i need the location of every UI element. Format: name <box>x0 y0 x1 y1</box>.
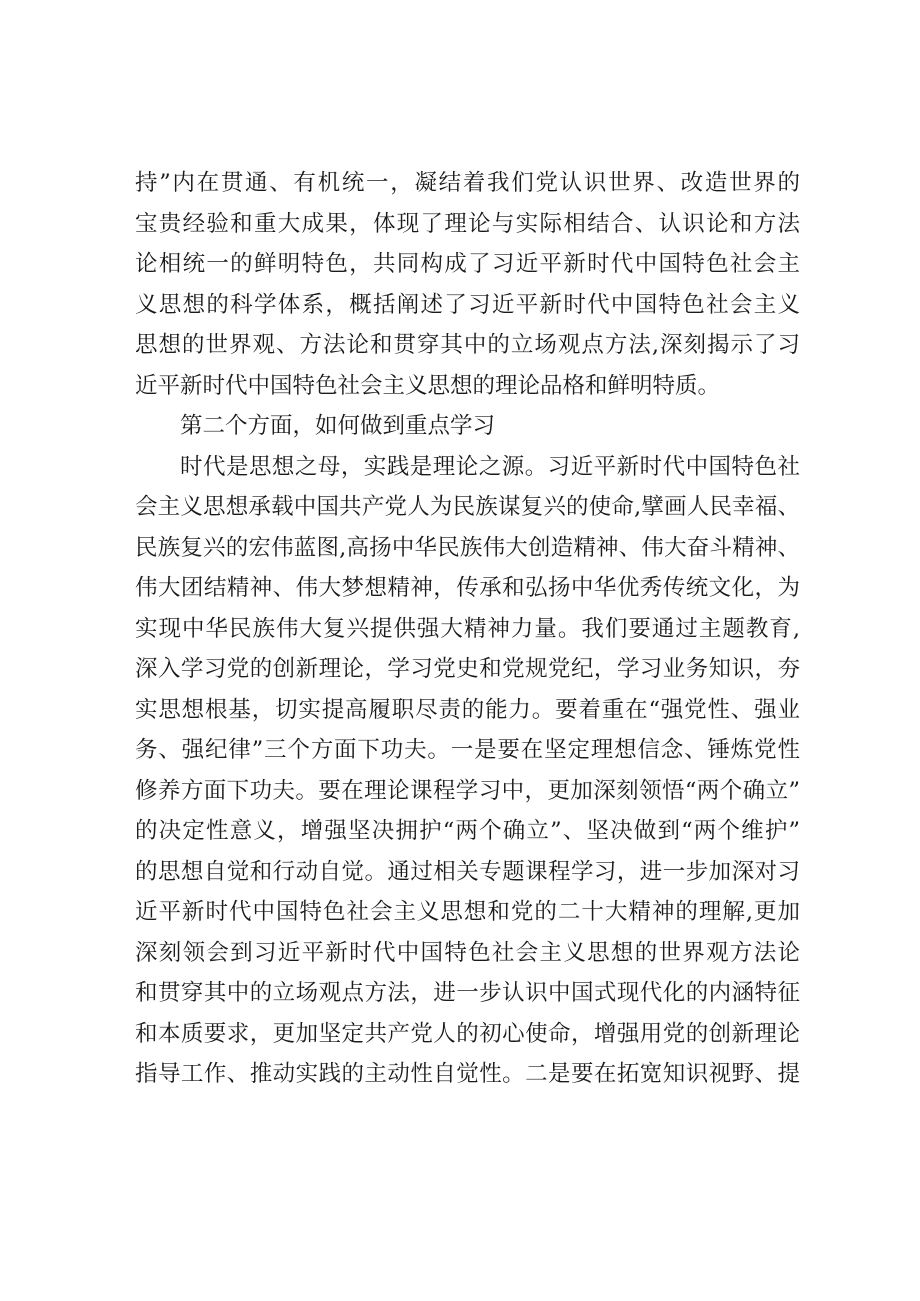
text-line: 民族复兴的宏伟蓝图,高扬中华民族伟大创造精神、伟大奋斗精神、 <box>135 534 800 561</box>
text-line: 思想的世界观、方法论和贯穿其中的立场观点方法,深刻揭示了习 <box>135 332 800 358</box>
text-line: 会主义思想承载中国共产党人为民族谋复兴的使命,擘画人民幸福、 <box>135 494 800 520</box>
text-line: 和贯穿其中的立场观点方法，进一步认识中国式现代化的内涵特征 <box>135 980 800 1006</box>
text-line: 近平新时代中国特色社会主义思想和党的二十大精神的理解,更加 <box>135 899 800 925</box>
text-line: 论相统一的鲜明特色，共同构成了习近平新时代中国特色社会主 <box>135 251 800 277</box>
text-line: 的思想自觉和行动自觉。通过相关专题课程学习，进一步加深对习 <box>135 858 800 885</box>
text-line: 务、强纪律”三个方面下功夫。一是要在坚定理想信念、锤炼党性 <box>135 737 800 763</box>
section-heading: 第二个方面，如何做到重点学习 <box>180 413 496 439</box>
text-line: 义思想的科学体系，概括阐述了习近平新时代中国特色社会主义 <box>135 291 800 318</box>
paragraph-2 <box>135 447 800 1095</box>
text-line: 实现中华民族伟大复兴提供强大精神力量。我们要通过主题教育, <box>135 615 800 642</box>
text-line: 近平新时代中国特色社会主义思想的理论品格和鲜明特质。 <box>135 372 721 399</box>
text-line: 宝贵经验和重大成果，体现了理论与实际相结合、认识论和方法 <box>135 210 800 237</box>
text-line: 的决定性意义，增强坚决拥护“两个确立”、坚决做到“两个维护” <box>135 818 800 844</box>
text-line: 时代是思想之母，实践是理论之源。习近平新时代中国特色社 <box>180 453 800 480</box>
text-line: 指导工作、推动实践的主动性自觉性。二是要在拓宽知识视野、提 <box>135 1061 800 1087</box>
text-line: 深入学习党的创新理论，学习党史和党规党纪，学习业务知识，夯 <box>135 656 800 682</box>
text-line: 和本质要求，更加坚定共产党人的初心使命，增强用党的创新理论 <box>135 1020 800 1047</box>
text-line: 持”内在贯通、有机统一，凝结着我们党认识世界、改造世界的 <box>135 170 800 196</box>
document-body <box>135 163 800 1095</box>
text-line: 修养方面下功夫。要在理论课程学习中，更加深刻领悟“两个确立” <box>135 777 800 804</box>
text-line: 伟大团结精神、伟大梦想精神，传承和弘扬中华优秀传统文化，为 <box>135 575 800 601</box>
text-line: 深刻领会到习近平新时代中国特色社会主义思想的世界观方法论 <box>135 939 800 966</box>
text-line: 实思想根基，切实提高履职尽责的能力。要着重在“强党性、强业 <box>135 696 800 723</box>
paragraph-1 <box>135 163 800 406</box>
